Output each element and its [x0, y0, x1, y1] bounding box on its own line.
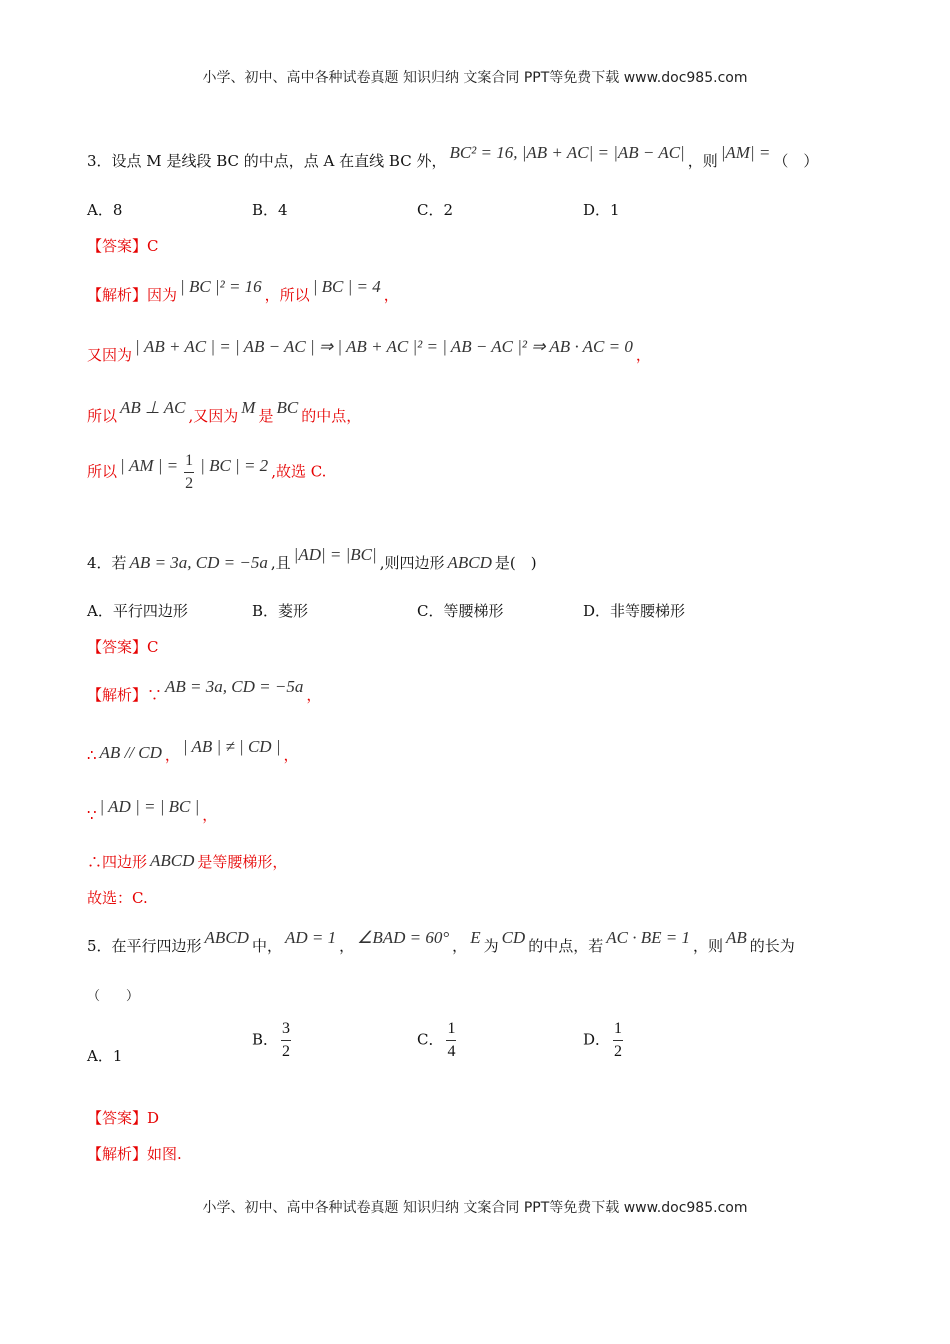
question-5-stem — [87, 928, 795, 956]
text: ， — [202, 806, 218, 824]
text: ， — [164, 746, 180, 764]
math-expr: | AD | = | BC | — [99, 797, 200, 816]
analysis-line-4 — [87, 452, 326, 493]
text: ， — [306, 686, 322, 704]
stem-text: ，则 — [687, 152, 718, 170]
stem-text: 的中点，若 — [528, 937, 604, 955]
math-expr: | BC |² = 16 — [180, 277, 262, 296]
math-expr: AB = 3a, CD = −5a — [165, 677, 304, 696]
denominator: 2 — [185, 475, 194, 492]
stem-text: 3．设点 M 是线段 BC 的中点，点 A 在直线 BC 外， — [87, 152, 447, 170]
text: ， — [383, 286, 399, 304]
analysis-line-2 — [87, 737, 299, 765]
analysis-line-3 — [87, 797, 218, 825]
denominator: 2 — [282, 1043, 291, 1060]
option-d: D．非等腰梯形 — [583, 602, 686, 620]
math-expr: | AM | = — [120, 455, 179, 475]
option-label: B． — [252, 1030, 279, 1049]
analysis-line-3 — [87, 398, 362, 426]
option-label: C． — [417, 1030, 444, 1049]
denominator: 2 — [614, 1043, 623, 1060]
analysis-line-5: 故选：C. — [87, 889, 148, 907]
question-3-stem — [87, 143, 819, 171]
analysis-line-1 — [87, 277, 399, 305]
stem-text: ， — [452, 937, 468, 955]
numerator: 3 — [282, 1020, 291, 1037]
stem-text: ,且 — [270, 554, 291, 572]
math-expr: ABCD — [447, 553, 492, 572]
answer-blank: （ ） — [773, 152, 819, 170]
text: ， — [635, 346, 651, 364]
option-c — [417, 1020, 459, 1061]
denominator: 4 — [447, 1043, 456, 1060]
text: 是等腰梯形， — [197, 853, 288, 871]
math-expr: | BC | = 4 — [312, 277, 381, 296]
text: 如图. — [147, 1145, 182, 1163]
text: 所以 — [87, 462, 118, 481]
because-symbol: ∵ — [147, 686, 163, 704]
therefore-symbol: ∴ — [87, 746, 97, 764]
answer-line — [87, 235, 159, 256]
answer-line — [87, 1107, 159, 1128]
math-expr: |AD| = |BC| — [293, 545, 377, 564]
text: 因为 — [147, 286, 178, 304]
text: 的中点， — [301, 407, 362, 425]
math-expr: CD — [501, 928, 526, 947]
text: 是 — [258, 407, 274, 425]
fraction — [281, 1020, 291, 1061]
text: ， — [283, 746, 299, 764]
math-expr: BC — [276, 398, 299, 417]
fraction — [184, 452, 194, 493]
analysis-label: 【解析】 — [87, 1145, 148, 1163]
answer-label: 【答案】 — [87, 237, 148, 255]
math-expr: M — [241, 398, 256, 417]
stem-text: 的长为 — [749, 937, 795, 955]
math-expr: AB ⊥ AC — [120, 398, 186, 417]
question-4-stem — [87, 545, 537, 573]
math-expr: ABCD — [204, 928, 249, 947]
text: ,又因为 — [188, 407, 239, 425]
math-expr: |AM| = — [720, 143, 771, 162]
because-symbol: ∵ — [87, 806, 97, 824]
option-b: B．菱形 — [252, 602, 309, 620]
text: ,故选 C. — [271, 462, 327, 481]
text: ，所以 — [264, 286, 310, 304]
text: ∴四边形 — [87, 853, 148, 871]
option-b: B．4 — [252, 201, 288, 219]
answer-value: C — [147, 638, 159, 656]
stem-text: 中， — [251, 937, 282, 955]
stem-text: ， — [339, 937, 355, 955]
stem-text: 5．在平行四边形 — [87, 937, 202, 955]
option-a: A．平行四边形 — [87, 602, 188, 620]
analysis-line-4 — [87, 851, 287, 872]
text: 又因为 — [87, 346, 133, 364]
analysis-line-1 — [87, 1143, 182, 1164]
numerator: 1 — [614, 1020, 623, 1037]
option-d: D．1 — [583, 201, 620, 219]
fraction — [446, 1020, 456, 1061]
option-a: A．1 — [87, 1047, 123, 1065]
math-expr: AB // CD — [99, 743, 162, 762]
stem-text: 是( ) — [494, 554, 537, 572]
numerator: 1 — [447, 1020, 456, 1037]
option-d — [583, 1020, 626, 1061]
math-expr: AD = 1 — [284, 928, 337, 947]
analysis-label: 【解析】 — [87, 686, 148, 704]
math-expr: ABCD — [150, 851, 195, 870]
stem-text: 4．若 — [87, 554, 127, 572]
math-expr: BC² = 16, |AB + AC| = |AB − AC| — [449, 143, 685, 162]
answer-blank: （ ） — [87, 989, 140, 1004]
analysis-line-1 — [87, 677, 322, 705]
option-c: C．2 — [417, 201, 454, 219]
analysis-line-2 — [87, 337, 651, 365]
answer-label: 【答案】 — [87, 638, 148, 656]
stem-text: ，则 — [692, 937, 723, 955]
option-a: A．8 — [87, 201, 123, 219]
math-expr: AC · BE = 1 — [606, 928, 690, 947]
math-expr: AB — [725, 928, 747, 947]
option-b — [252, 1020, 294, 1061]
answer-value: D — [147, 1109, 160, 1127]
math-expr: E — [470, 928, 481, 947]
option-c: C．等腰梯形 — [417, 602, 504, 620]
analysis-label: 【解析】 — [87, 286, 148, 304]
stem-text: 为 — [483, 937, 499, 955]
math-expr: | AB | ≠ | CD | — [182, 737, 281, 756]
option-label: D． — [583, 1030, 611, 1049]
answer-label: 【答案】 — [87, 1109, 148, 1127]
math-expr: AB = 3a, CD = −5a — [129, 553, 268, 572]
answer-value: C — [147, 237, 159, 255]
numerator: 1 — [185, 452, 194, 469]
stem-text: ,则四边形 — [379, 554, 445, 572]
math-expr: ∠BAD = 60° — [357, 928, 450, 947]
text: 所以 — [87, 407, 118, 425]
page-footer: 小学、初中、高中各种试卷真题 知识归纳 文案合同 PPT等免费下载 www.doc985.com — [202, 1200, 748, 1216]
answer-line — [87, 636, 159, 657]
math-expr: | BC | = 2 — [200, 455, 269, 475]
fraction — [613, 1020, 623, 1061]
math-expr: | AB + AC | = | AB − AC | ⇒ | AB + AC |² = | AB − AC |² ⇒ AB · AC = 0 — [135, 337, 633, 356]
page-header: 小学、初中、高中各种试卷真题 知识归纳 文案合同 PPT等免费下载 www.doc985.com — [202, 70, 748, 86]
